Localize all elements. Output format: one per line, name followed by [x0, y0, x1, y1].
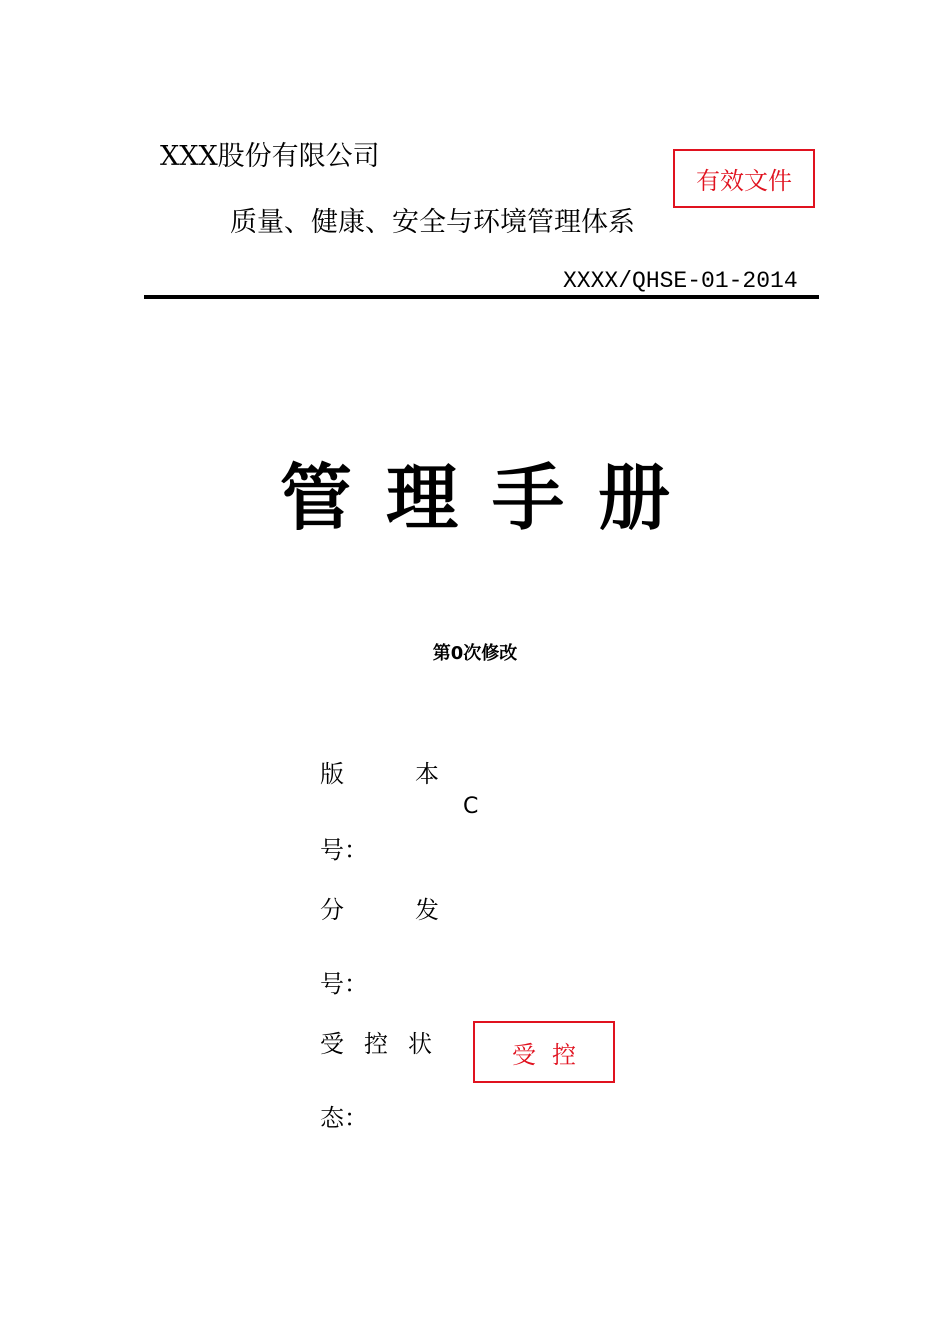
header-rule — [144, 295, 819, 299]
management-system-title: 质量、健康、安全与环境管理体系 — [230, 207, 635, 238]
version-value: C — [463, 794, 479, 819]
distribution-label-part1: 分 — [320, 896, 344, 924]
valid-document-stamp: 有效文件 — [673, 149, 815, 208]
control-status-label-part2: 态： — [320, 1104, 368, 1132]
version-label-part1: 版 — [320, 760, 344, 788]
company-name: XXX股份有限公司 — [160, 141, 380, 172]
revision-note: 第0次修改 — [432, 643, 518, 664]
version-label-part2: 本 — [415, 760, 439, 788]
controlled-stamp: 受控 — [473, 1021, 615, 1083]
page-title: 管理手册 — [279, 456, 704, 540]
distribution-label-part2: 发 — [415, 896, 439, 924]
control-status-label-part1: 受控状 — [320, 1030, 452, 1058]
distribution-label-part3: 号： — [320, 970, 368, 998]
version-label-part3: 号： — [320, 836, 368, 864]
document-number: XXXX/QHSE-01-2014 — [563, 268, 798, 294]
